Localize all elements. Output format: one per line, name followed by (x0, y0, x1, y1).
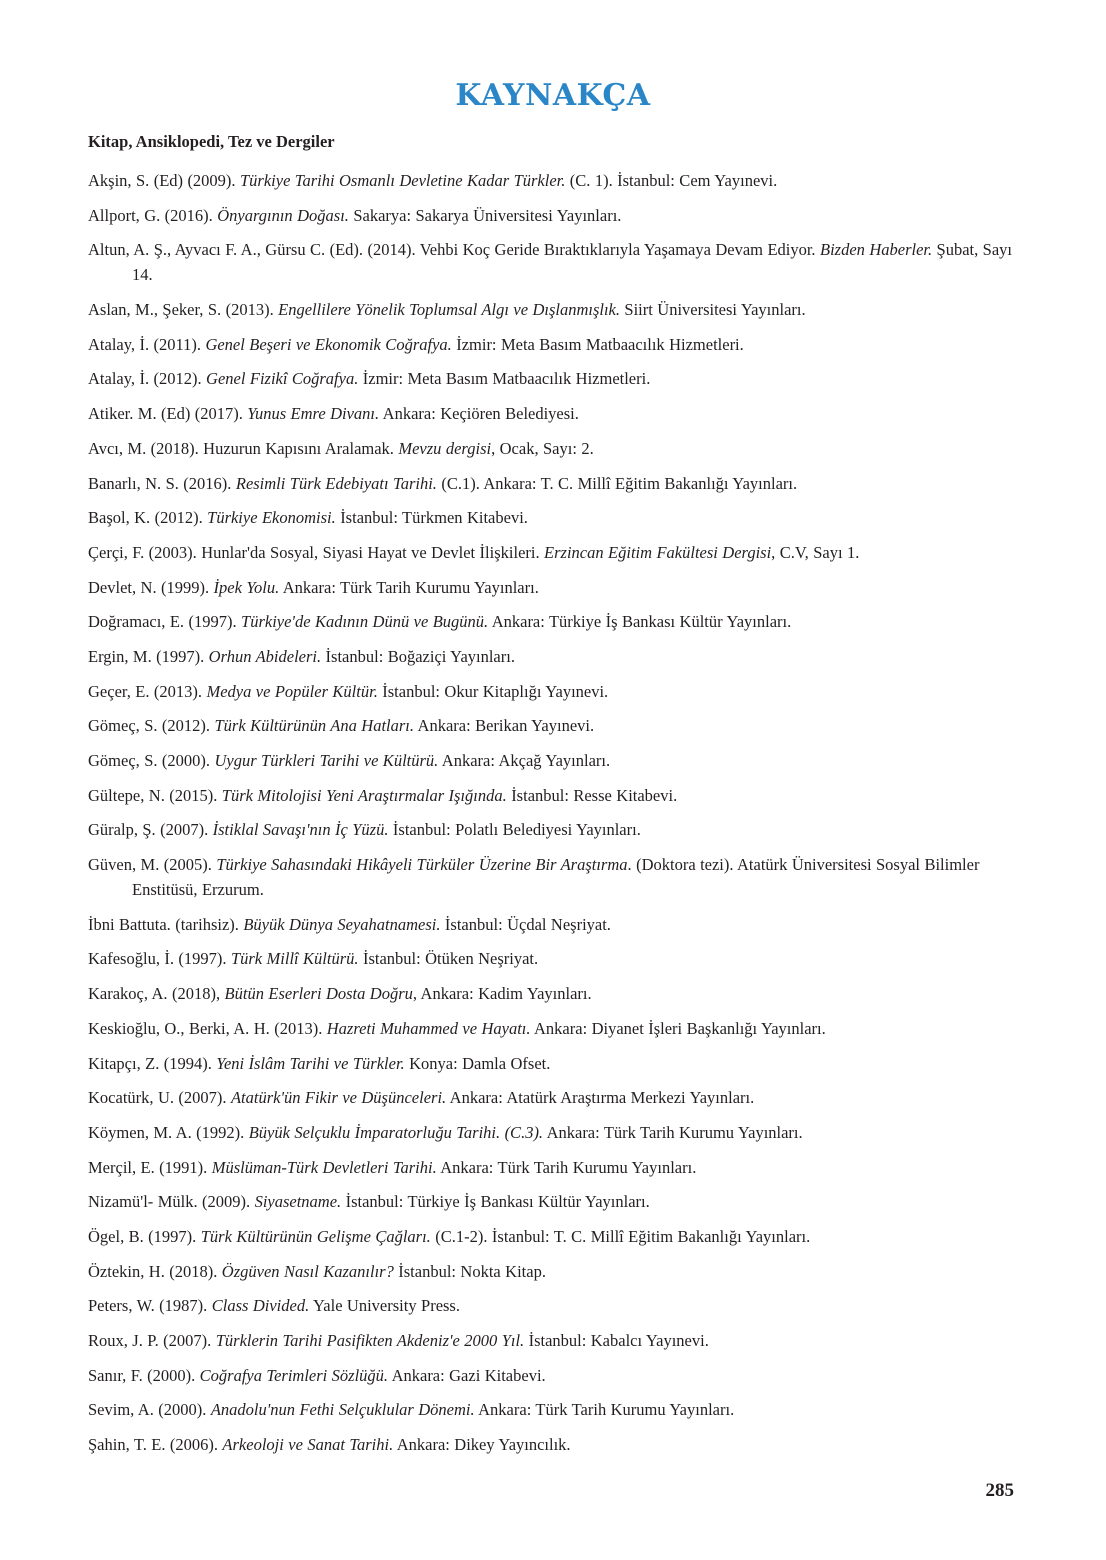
reference-entry (88, 1085, 1028, 1110)
reference-text: Ankara: Türk Tarih Kurumu Yayınları. (279, 577, 539, 597)
reference-text: İstanbul: Nokta Kitap. (393, 1261, 546, 1281)
reference-text: İstanbul: Türkmen Kitabevi. (335, 508, 528, 528)
reference-text: Ankara: Atatürk Araştırma Merkezi Yayınları. (446, 1088, 755, 1108)
reference-text: Altun, A. Ş., Ayvacı F. A., Gürsu C. (Ed). (2014). Vehbi Koç Geride Bıraktıklarıyla Yaşamaya Devam Ediyor. (88, 240, 820, 260)
reference-title: Özgüven Nasıl Kazanılır? (221, 1261, 394, 1281)
reference-text: İstanbul: Ötüken Neşriyat. (358, 949, 539, 969)
reference-text: Geçer, E. (2013). (88, 681, 207, 701)
reference-title: Türk Kültürünün Gelişme Çağları. (200, 1226, 431, 1246)
reference-text: Doğramacı, E. (1997). (88, 612, 242, 632)
reference-entry (88, 1397, 1028, 1422)
page-title: KAYNAKÇA (455, 78, 651, 113)
reference-title: Hazreti Muhammed ve Hayatı. (326, 1018, 531, 1038)
reference-title: Türk Kültürünün Ana Hatları. (214, 716, 415, 736)
reference-text: İzmir: Meta Basım Matbaacılık Hizmetleri. (358, 369, 651, 389)
reference-text: Ankara: Berikan Yayınevi. (414, 716, 595, 736)
reference-entry (88, 168, 1028, 193)
reference-entry (88, 1016, 1028, 1041)
reference-entry (88, 852, 1028, 902)
reference-text: Ankara: Türk Tarih Kurumu Yayınları. (543, 1122, 803, 1142)
reference-entry (88, 297, 1028, 322)
reference-title: Yunus Emre Divanı. (247, 404, 380, 424)
reference-text: İstanbul: Boğaziçi Yayınları. (321, 646, 515, 666)
reference-text: Ögel, B. (1997). (88, 1226, 201, 1246)
reference-entry (88, 1432, 1028, 1457)
reference-entry (88, 575, 1028, 600)
reference-text: Öztekin, H. (2018). (88, 1261, 222, 1281)
reference-text: Köymen, M. A. (1992). (88, 1122, 249, 1142)
reference-text: , Ankara: Kadim Yayınları. (412, 984, 592, 1004)
reference-title: Genel Beşeri ve Ekonomik Coğrafya. (205, 334, 452, 354)
reference-entry (88, 1363, 1028, 1388)
reference-entry (88, 1155, 1028, 1180)
reference-text: İstanbul: Resse Kitabevi. (506, 785, 678, 805)
reference-title: Uygur Türkleri Tarihi ve Kültürü. (214, 751, 439, 770)
reference-text: Ankara: Gazi Kitabevi. (388, 1365, 546, 1385)
reference-text: Ankara: Akçağ Yayınları. (438, 751, 611, 770)
reference-text: İstanbul: Polatlı Belediyesi Yayınları. (388, 820, 641, 840)
reference-text: Ankara: Dikey Yayıncılık. (393, 1435, 571, 1455)
reference-title: Yeni İslâm Tarihi ve Türkler. (216, 1053, 405, 1073)
reference-text: Merçil, E. (1991). (88, 1157, 212, 1177)
reference-text: Ankara: Diyanet İşleri Başkanlığı Yayınları. (530, 1018, 826, 1038)
reference-title: Medya ve Popüler Kültür. (206, 681, 378, 701)
reference-entry (88, 540, 1028, 565)
reference-text: İstanbul: Üçdal Neşriyat. (440, 914, 611, 934)
reference-entry (88, 748, 1028, 773)
reference-text: Ankara: Türk Tarih Kurumu Yayınları. (474, 1400, 735, 1420)
reference-title: Arkeoloji ve Sanat Tarihi. (222, 1435, 394, 1455)
reference-title: Türkiye Ekonomisi. (207, 508, 336, 528)
reference-title: Mevzu dergisi (398, 438, 492, 458)
reference-entry (88, 817, 1028, 842)
reference-entry (88, 1224, 1028, 1249)
reference-title: Orhun Abideleri. (208, 646, 322, 666)
reference-text: Keskioğlu, O., Berki, A. H. (2013). (88, 1018, 327, 1038)
reference-entry (88, 366, 1028, 391)
reference-text: Şubat, Sayı 14. (132, 240, 1013, 285)
reference-title: Resimli Türk Edebiyatı Tarihi. (235, 473, 437, 493)
reference-text: İbni Battuta. (tarihsiz). (88, 914, 244, 934)
reference-text: Peters, W. (1987). (88, 1296, 212, 1316)
reference-text: Çerçi, F. (2003). Hunlar'da Sosyal, Siyasi Hayat ve Devlet İlişkileri. (88, 542, 545, 562)
reference-entry (88, 679, 1028, 704)
reference-text: Sakarya: Sakarya Üniversitesi Yayınları. (348, 205, 622, 225)
reference-text: Kocatürk, U. (2007). (88, 1088, 231, 1108)
reference-text: Sanır, F. (2000). (88, 1365, 200, 1385)
reference-title: Türkiye Sahasındaki Hikâyeli Türküler Üzerine Bir Araştırma (216, 855, 628, 875)
reference-entry (88, 237, 1028, 287)
reference-text: Gültepe, N. (2015). (88, 785, 222, 805)
reference-title: Büyük Dünya Seyahatnamesi. (243, 914, 441, 934)
reference-text: Roux, J. P. (2007). (88, 1331, 216, 1350)
reference-text: Allport, G. (2016). (88, 205, 218, 225)
reference-text: İstanbul: Okur Kitaplığı Yayınevi. (377, 681, 609, 701)
reference-text: Karakoç, A. (2018), (88, 984, 225, 1004)
reference-text: Ankara: Türkiye İş Bankası Kültür Yayınları. (488, 612, 792, 632)
reference-title: Coğrafya Terimleri Sözlüğü. (199, 1365, 389, 1385)
reference-text: , Ocak, Sayı: 2. (491, 438, 594, 458)
reference-text: Banarlı, N. S. (2016). (88, 473, 236, 493)
reference-entry (88, 1259, 1028, 1284)
section-heading: Kitap, Ansiklopedi, Tez ve Dergiler (88, 132, 335, 151)
reference-entry (88, 1189, 1028, 1214)
reference-text: Gömeç, S. (2012). (88, 716, 215, 736)
reference-entry (88, 713, 1028, 738)
reference-entry (88, 401, 1028, 426)
reference-text: Atalay, İ. (2011). (88, 334, 206, 354)
reference-title: Müslüman-Türk Devletleri Tarihi. (211, 1157, 437, 1177)
reference-text: Aslan, M., Şeker, S. (2013). (88, 300, 279, 320)
reference-text: Sevim, A. (2000). (88, 1400, 211, 1420)
reference-title: Türk Mitolojisi Yeni Araştırmalar Işığında. (221, 785, 507, 805)
reference-title: Türk Millî Kültürü. (230, 949, 359, 969)
reference-text: Nizamü'l- Mülk. (2009). (88, 1192, 255, 1212)
reference-title: Genel Fizikî Coğrafya. (206, 369, 359, 389)
reference-text: Siirt Üniversitesi Yayınları. (620, 300, 806, 320)
reference-text: Ankara: Keçiören Belediyesi. (379, 404, 579, 424)
reference-text: (C. 1). İstanbul: Cem Yayınevi. (565, 171, 778, 190)
reference-list (88, 168, 1028, 1467)
reference-entry (88, 981, 1028, 1006)
reference-text: Ergin, M. (1997). (88, 646, 209, 666)
reference-title: İpek Yolu. (213, 577, 280, 597)
reference-text: İstanbul: Kabalcı Yayınevi. (524, 1331, 709, 1350)
reference-text: Kitapçı, Z. (1994). (88, 1053, 217, 1073)
reference-text: Akşin, S. (Ed) (2009). (88, 171, 240, 190)
reference-text: Atiker. M. (Ed) (2017). (88, 404, 248, 424)
reference-text: Gömeç, S. (2000). (88, 751, 215, 770)
reference-text: (C.1-2). İstanbul: T. C. Millî Eğitim Bakanlığı Yayınları. (430, 1226, 811, 1246)
reference-title: Büyük Selçuklu İmparatorluğu Tarihi. (C.3). (248, 1122, 544, 1142)
reference-text: Güralp, Ş. (2007). (88, 820, 213, 840)
reference-entry (88, 946, 1028, 971)
reference-text: (C.1). Ankara: T. C. Millî Eğitim Bakanlığı Yayınları. (436, 473, 798, 493)
reference-text: Yale University Press. (309, 1296, 460, 1316)
reference-title: Türklerin Tarihi Pasifikten Akdeniz'e 2000 Yıl. (215, 1331, 525, 1350)
reference-title: Bütün Eserleri Dosta Doğru (224, 984, 413, 1004)
reference-entry (88, 203, 1028, 228)
reference-entry (88, 1051, 1028, 1076)
reference-entry (88, 505, 1028, 530)
reference-title: Türkiye'de Kadının Dünü ve Bugünü. (241, 612, 489, 632)
reference-title: Türkiye Tarihi Osmanlı Devletine Kadar Türkler. (239, 171, 566, 190)
reference-text: , C.V, Sayı 1. (771, 542, 860, 562)
reference-text: Avcı, M. (2018). Huzurun Kapısını Aralamak. (88, 438, 399, 458)
reference-title: Anadolu'nun Fethi Selçuklular Dönemi. (210, 1400, 475, 1420)
reference-text: Konya: Damla Ofset. (404, 1053, 551, 1073)
reference-text: Atalay, İ. (2012). (88, 369, 207, 389)
reference-entry (88, 332, 1028, 357)
reference-text: . (Doktora tezi). Atatürk Üniversitesi Sosyal Bilimler Enstitüsü, Erzurum. (132, 855, 980, 900)
reference-entry (88, 783, 1028, 808)
reference-title: Önyargının Doğası. (217, 205, 349, 225)
reference-entry (88, 1328, 1028, 1353)
reference-title: Atatürk'ün Fikir ve Düşünceleri. (230, 1088, 447, 1108)
reference-title: İstiklal Savaşı'nın İç Yüzü. (212, 820, 389, 840)
reference-title: Siyasetname. (254, 1192, 342, 1212)
reference-text: Güven, M. (2005). (88, 855, 217, 875)
reference-entry (88, 471, 1028, 496)
reference-entry (88, 609, 1028, 634)
reference-text: İstanbul: Türkiye İş Bankası Kültür Yayınları. (341, 1192, 650, 1212)
reference-text: Şahin, T. E. (2006). (88, 1435, 223, 1455)
reference-entry (88, 644, 1028, 669)
page-number: 285 (985, 1480, 1014, 1501)
reference-title: Erzincan Eğitim Fakültesi Dergisi (544, 542, 772, 562)
reference-entry (88, 1293, 1028, 1318)
reference-entry (88, 436, 1028, 461)
reference-text: Ankara: Türk Tarih Kurumu Yayınları. (436, 1157, 697, 1177)
reference-text: Kafesoğlu, İ. (1997). (88, 949, 231, 969)
reference-entry (88, 1120, 1028, 1145)
reference-text: Başol, K. (2012). (88, 508, 208, 528)
reference-text: Devlet, N. (1999). (88, 577, 214, 597)
reference-text: İzmir: Meta Basım Matbaacılık Hizmetleri. (451, 334, 744, 354)
reference-title: Class Divided. (211, 1296, 310, 1316)
reference-title: Bizden Haberler. (820, 240, 933, 260)
reference-entry (88, 912, 1028, 937)
reference-title: Engellilere Yönelik Toplumsal Algı ve Dışlanmışlık. (278, 300, 620, 320)
